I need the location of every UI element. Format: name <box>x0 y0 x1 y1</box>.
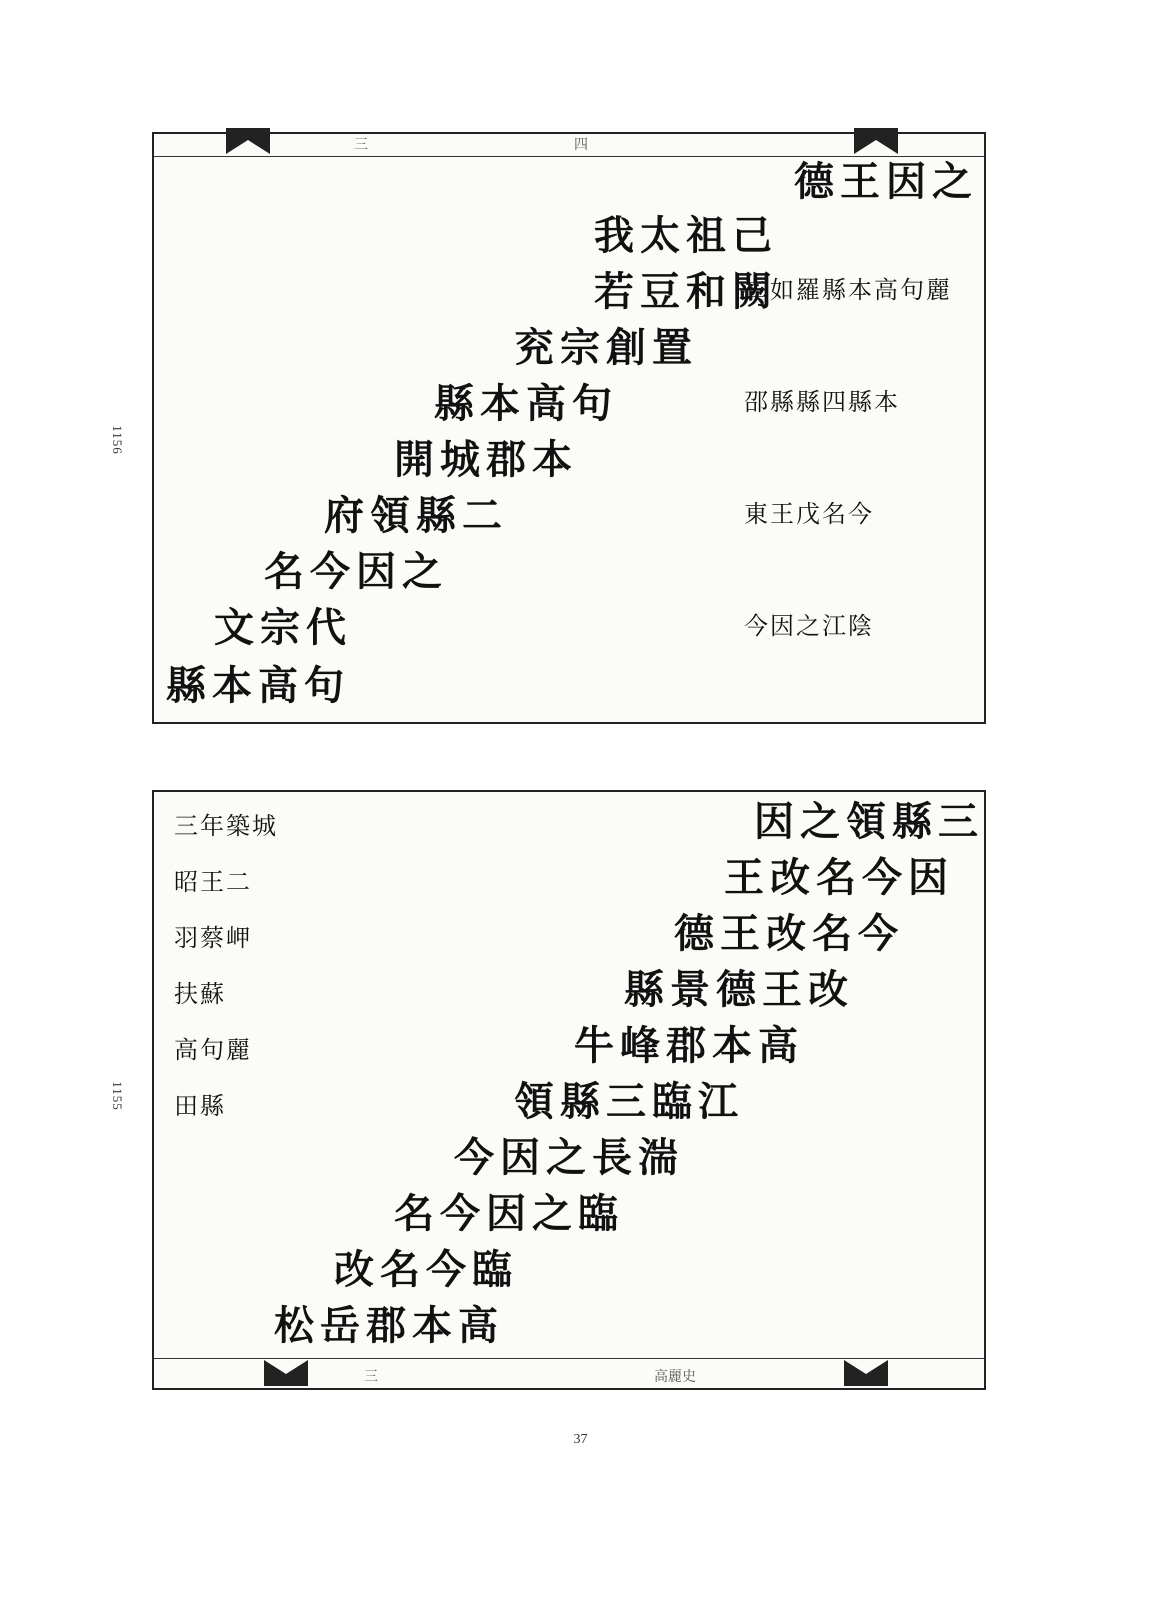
lower-row-4: 縣景德王改 <box>624 966 854 1013</box>
upper-text-block <box>152 132 986 724</box>
upper-row-8: 名今因之 <box>264 548 448 595</box>
lower-margin-top: 高麗史 <box>654 1369 696 1385</box>
lower-row-9: 改名今臨 <box>334 1246 518 1293</box>
upper-row-1: 德王因之 <box>794 158 978 205</box>
upper-row-4: 兖宗創置 <box>514 324 698 371</box>
lower-subrow-5: 高句麗 <box>174 1036 252 1064</box>
lower-row-1: 因之領縣三 <box>754 798 984 845</box>
lower-text-block <box>152 790 986 1390</box>
upper-row-2: 我太祖己 <box>594 212 778 259</box>
upper-subrow-3: 東王戊名今 <box>744 500 874 528</box>
fishtail-left-icon <box>264 1360 308 1386</box>
lower-row-2: 王改名今因 <box>724 854 954 901</box>
page-number-lower: 1155 <box>109 1081 125 1111</box>
lower-subrow-2: 昭王二 <box>174 868 252 896</box>
page-number-upper: 1156 <box>109 425 125 455</box>
upper-margin-bottom: 四 <box>574 137 588 153</box>
upper-row-9: 文宗代 <box>214 604 352 651</box>
upper-row-6: 開城郡本 <box>394 436 578 483</box>
upper-row-10: 縣本高句 <box>166 662 350 709</box>
upper-row-7: 府領縣二 <box>324 492 508 539</box>
lower-row-5: 牛峰郡本高 <box>574 1022 804 1069</box>
fishtail-right-icon <box>854 128 898 154</box>
lower-margin-bottom: 三 <box>364 1369 378 1385</box>
upper-row-5: 縣本高句 <box>434 380 618 427</box>
upper-subrow-1: 二如羅縣本高句麗 <box>744 276 952 304</box>
upper-row-3: 若豆和闕 <box>594 268 778 315</box>
lower-subrow-6: 田縣 <box>174 1092 226 1120</box>
page-number-footer: 37 <box>573 1432 588 1447</box>
upper-subrow-4: 今因之江陰 <box>744 612 874 640</box>
lower-row-6: 領縣三臨江 <box>514 1078 744 1125</box>
lower-row-8: 名今因之臨 <box>394 1190 624 1237</box>
lower-row-10: 松岳郡本高 <box>274 1302 504 1349</box>
lower-row-7: 今因之長湍 <box>454 1134 684 1181</box>
fishtail-left-icon <box>226 128 270 154</box>
lower-subrow-4: 扶蘇 <box>174 980 226 1008</box>
upper-margin-top: 三 <box>354 137 368 153</box>
upper-subrow-2: 邵縣縣四縣本 <box>744 388 900 416</box>
fishtail-right-icon <box>844 1360 888 1386</box>
lower-subrow-3: 羽蔡岬 <box>174 924 252 952</box>
lower-subrow-1: 三年築城 <box>174 812 278 840</box>
lower-row-3: 德王改名今 <box>674 910 904 957</box>
